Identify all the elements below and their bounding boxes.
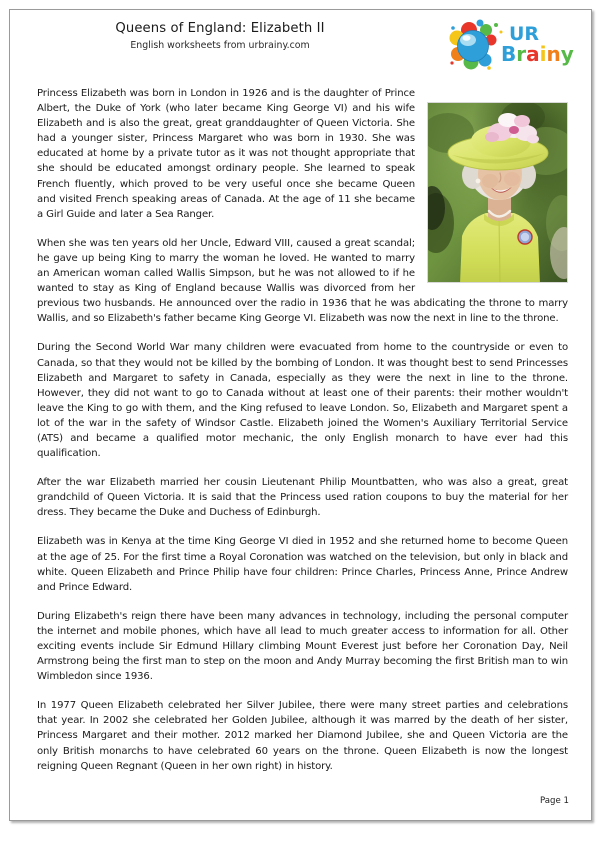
- page-title: Queens of England: Elizabeth II: [115, 21, 325, 36]
- paragraph-3: During the Second World War many children were evacuated from home to the countryside or even to Canada, so that they would not be killed by the bombing of London. It was thought best to send Princesses Elizabeth and Margaret to safety in Canada, especially as they were the next in line to the throne. However, they did not want to go to Canada without at least one of their parents: their mother wouldn't leave the King to go with them, and the King refused to leave London. So, Elizabeth and Margaret spent a lot of the war in the safety of Windsor Castle. Elizabeth joined the Women's Auxiliary Territorial Service (ATS) and became a qualified motor mechanic, the only English monarch to have ever had this qualification.: [37, 342, 568, 460]
- page-subtitle: English worksheets from urbrainy.com: [130, 40, 310, 51]
- queen-elizabeth-ii-photo: [427, 102, 568, 283]
- paragraph-6: During Elizabeth's reign there have been many advances in technology, including the personal computer the internet and mobile phones, which have all lead to much greater access to information for all. Other exciting events include Sir Edmund Hillary climbing Mount Everest just before her Coronation Day, Neil Armstrong being the first man to step on the moon and Andy Murray becoming the first British man to win Wimbledon since 1936.: [37, 610, 568, 683]
- paragraph-7: In 1977 Queen Elizabeth celebrated her Silver Jubilee, there were many street parties and celebrations that year. In 2002 she celebrated her Golden Jubilee, although it was marred by the death of her sister, Princess Margaret and their mother. 2012 marked her Diamond Jubilee, she and Queen Victoria are the only British monarchs to have celebrated 60 years on the throne. Queen Elizabeth is now the longest reigning Queen Regnant (Queen in her own right) in history.: [37, 700, 568, 772]
- paragraph-2: When she was ten years old her Uncle, Edward VIII, caused a great scandal; he gave up being King to marry the woman he loved. He wanted to marry an American woman called Wallis Simpson, but he was not allowed to if he wanted to stay as King of England because Wallis was divorced from her previous two husbands. He announced over the radio in 1936 that he was abdicating the throne to marry Wallis, and so Elizabeth's father became King George VI. Elizabeth was now the next in line to the throne.: [37, 237, 568, 325]
- photo-graphic: [428, 103, 568, 283]
- logo-graphic: [449, 16, 577, 74]
- urbrainy-logo[interactable]: [449, 16, 577, 74]
- logo-text-ur: UR: [509, 23, 540, 45]
- paragraph-1: Princess Elizabeth was born in London in 1926 and is the daughter of Prince Albert, the Duke of York (who later became King George VI) and his wife Elizabeth and is also the great, great granddaughter of Queen Victoria. She had a younger sister, Princess Margaret who was born in 1930. She was educated at home by a private tutor as it was not thought appropriate that she should be educated amongst ordinary people. She learned to speak French fluently, which proved to be very useful once she became Queen and visited French speaking areas of Canada. At the age of 11 she became a Girl Guide and later a Sea Ranger.: [37, 88, 415, 220]
- paragraph-4: After the war Elizabeth married her cousin Lieutenant Philip Mountbatten, who was also a great, great grandchild of Queen Victoria. It is said that the Princess used ration coupons to buy the material for her dress. They became the Duke and Duchess of Edinburgh.: [37, 477, 568, 519]
- page-header: [10, 10, 591, 76]
- paragraph-5: Elizabeth was in Kenya at the time King George VI died in 1952 and she returned home to become Queen at the age of 25. For the first time a Royal Coronation was watched on the television, but only in black and white. Queen Elizabeth and Prince Philip have four children: Prince Charles, Princess Anne, Prince Andrew and Prince Edward.: [37, 536, 568, 593]
- page-number-footer: Page 1: [539, 796, 569, 806]
- header-title-block: [10, 20, 430, 53]
- logo-text-brainy: Brainy: [501, 42, 574, 66]
- worksheet-content: [37, 86, 568, 786]
- page-sheet: [9, 9, 592, 821]
